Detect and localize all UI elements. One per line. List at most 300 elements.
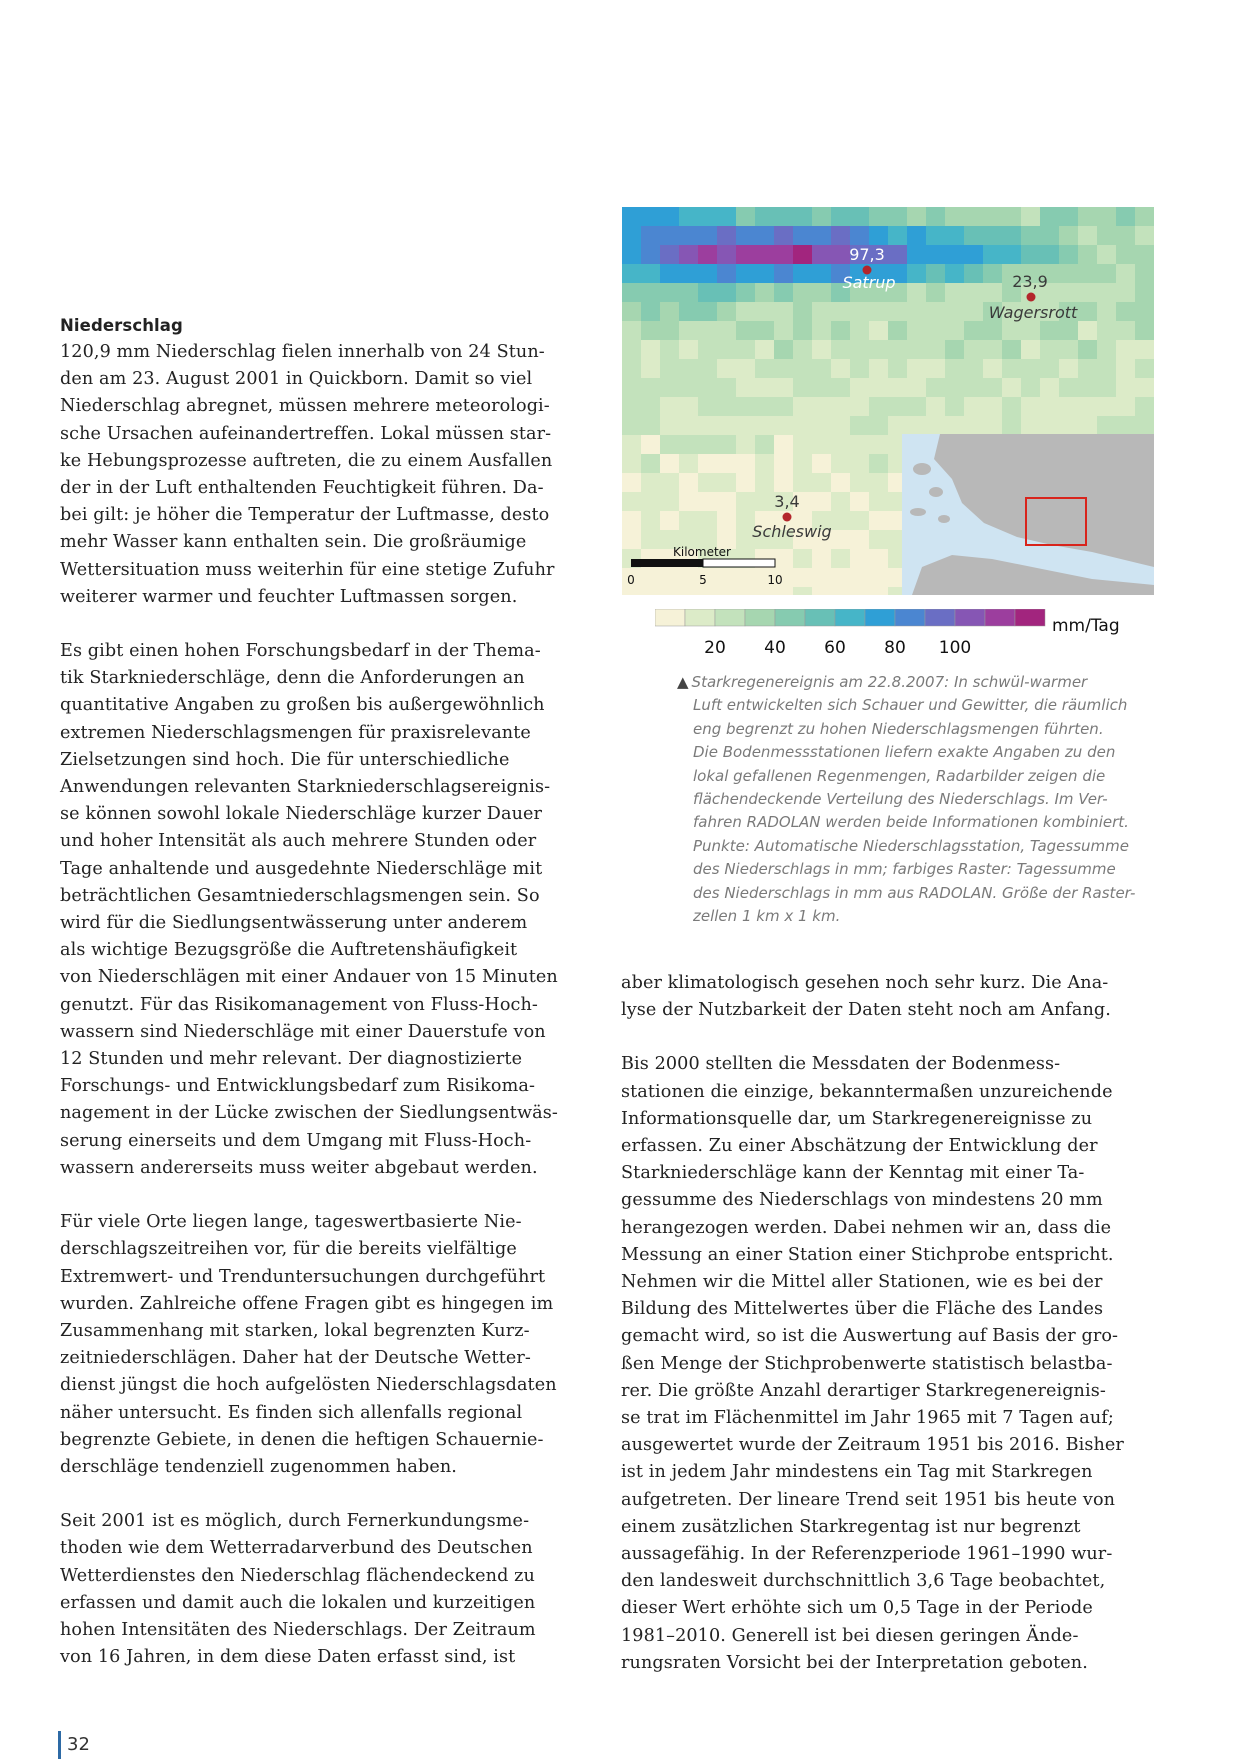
raster-cell [774, 302, 794, 322]
raster-cell [1097, 397, 1117, 417]
raster-cell [679, 245, 699, 265]
raster-cell [660, 454, 680, 474]
legend-swatch [985, 609, 1015, 626]
raster-cell [964, 226, 984, 246]
scale-segment-black [631, 559, 703, 567]
raster-cell [964, 321, 984, 341]
raster-cell [945, 378, 965, 398]
raster-cell [1116, 359, 1136, 379]
raster-cell [850, 416, 870, 436]
raster-cell [850, 587, 870, 595]
raster-cell [1040, 397, 1060, 417]
station-value: 3,4 [774, 492, 800, 511]
raster-cell [1040, 207, 1060, 227]
raster-cell [850, 397, 870, 417]
raster-cell [869, 587, 889, 595]
raster-cell [1078, 226, 1098, 246]
raster-cell [964, 207, 984, 227]
raster-cell [964, 245, 984, 265]
raster-cell [1040, 245, 1060, 265]
raster-cell [1059, 321, 1079, 341]
raster-cell [755, 473, 775, 493]
raster-cell [622, 378, 642, 398]
paragraph: aber klimatologisch gesehen noch sehr kurz. Die Ana- lyse der Nutzbarkeit der Daten steht noch am Anfang. [621, 973, 1111, 1021]
raster-cell [888, 302, 908, 322]
raster-cell [736, 397, 756, 417]
raster-cell [926, 340, 946, 360]
raster-cell [1021, 340, 1041, 360]
raster-cell [812, 397, 832, 417]
raster-cell [793, 397, 813, 417]
raster-cell [1116, 283, 1136, 303]
raster-cell [926, 226, 946, 246]
raster-cell [679, 283, 699, 303]
raster-cell [869, 492, 889, 512]
raster-cell [983, 378, 1003, 398]
raster-cell [736, 226, 756, 246]
raster-cell [888, 321, 908, 341]
color-legend [655, 609, 1155, 669]
raster-cell [850, 511, 870, 531]
raster-cell [679, 264, 699, 284]
raster-cell [755, 378, 775, 398]
raster-cell [831, 492, 851, 512]
raster-cell [641, 587, 661, 595]
raster-cell [622, 587, 642, 595]
raster-cell [755, 359, 775, 379]
raster-cell [679, 302, 699, 322]
raster-cell [641, 530, 661, 550]
raster-cell [641, 245, 661, 265]
raster-cell [983, 397, 1003, 417]
paragraph: 120,9 mm Niederschlag fielen innerhalb von 24 Stun- den am 23. August 2001 in Quickborn. Damit so viel Niederschlag abregnet, müssen mehrere meteorologi- sche Ursachen aufeinandertreffen. Lokal müssen star- ke Hebungsprozesse auftreten, die zu einem Ausfallen der in der Luft enthaltenden Feuchtigkeit führen. Da- bei gilt: je höher die Temperatur der Luftmasse, desto mehr Wasser kann enthalten sein. Die großräumige Wettersituation muss weiterhin für eine stetige Zufuhr weiterer warmer und feuchter Luftmassen sorgen. [60, 342, 555, 607]
raster-cell [983, 226, 1003, 246]
raster-cell [888, 340, 908, 360]
raster-cell [888, 397, 908, 417]
raster-cell [622, 359, 642, 379]
raster-cell [869, 473, 889, 493]
raster-cell [793, 245, 813, 265]
raster-cell [869, 207, 889, 227]
scale-tick: 0 [627, 573, 635, 587]
raster-cell [1135, 397, 1154, 417]
raster-cell [622, 340, 642, 360]
legend-swatch [715, 609, 745, 626]
raster-cell [1059, 359, 1079, 379]
legend-swatch [745, 609, 775, 626]
raster-cell [793, 264, 813, 284]
paragraph: Es gibt einen hohen Forschungsbedarf in der Thema- tik Starkniederschläge, denn die Anforderungen an quantitative Angaben zu großen bis außergewöhnlich extremen Niederschlagsmengen für praxisrelevante Zielsetzungen sind hoch. Die für unterschiedliche Anwendungen relevanten Starkniederschlagsereignis- se können sowohl lokale Niederschläge kurzer Dauer und hoher Intensität als auch mehrere Stunden oder Tage anhaltende und ausgedehnte Niederschläge mit beträchtlichen Gesamtniederschlagsmengen sein. So wird für die Siedlungsentwässerung unter anderem als wichtige Bezugsgröße die Auftretenshäufigkeit von Niederschlägen mit einer Andauer von 15 Minuten genutzt. Für das Risikomanagement von Fluss-Hoch- wassern sind Niederschläge mit einer Dauerstufe von 12 Stunden und mehr relevant. Der diagnostizierte Forschungs- und Entwicklungsbedarf zum Risikoma- nagement in der Lücke zwischen der Siedlungsentwäs- serung einerseits und dem Umgang mit Fluss-Hoch- wassern andererseits muss weiter abgebaut werden. [60, 641, 558, 1178]
raster-cell [1135, 245, 1154, 265]
raster-cell [641, 359, 661, 379]
raster-cell [622, 207, 642, 227]
raster-cell [926, 359, 946, 379]
raster-cell [698, 226, 718, 246]
raster-cell [660, 397, 680, 417]
raster-cell [793, 587, 813, 595]
raster-cell [698, 397, 718, 417]
raster-cell [850, 473, 870, 493]
raster-cell [1002, 245, 1022, 265]
raster-cell [831, 207, 851, 227]
raster-cell [1059, 264, 1079, 284]
raster-cell [888, 226, 908, 246]
raster-cell [869, 359, 889, 379]
raster-cell [660, 587, 680, 595]
raster-cell [812, 226, 832, 246]
raster-cell [831, 473, 851, 493]
raster-cell [926, 416, 946, 436]
raster-cell [1135, 416, 1154, 436]
raster-cell [907, 340, 927, 360]
raster-cell [869, 378, 889, 398]
inset-island [913, 463, 931, 475]
raster-cell [945, 397, 965, 417]
raster-cell [641, 207, 661, 227]
raster-cell [679, 492, 699, 512]
raster-cell [641, 226, 661, 246]
raster-cell [1002, 378, 1022, 398]
raster-cell [983, 245, 1003, 265]
legend-tick-label: 100 [938, 638, 972, 658]
station-name: Schleswig [752, 522, 832, 541]
raster-cell [812, 359, 832, 379]
raster-cell [1097, 226, 1117, 246]
raster-cell [869, 549, 889, 569]
figure-caption [677, 671, 1153, 928]
raster-cell [964, 359, 984, 379]
raster-cell [774, 435, 794, 455]
station-dot [783, 513, 792, 522]
raster-cell [774, 359, 794, 379]
station-value: 23,9 [1012, 272, 1048, 291]
raster-cell [945, 302, 965, 322]
raster-cell [641, 492, 661, 512]
paragraph: Seit 2001 ist es möglich, durch Fernerkundungsme- thoden wie dem Wetterradarverbund des Deutschen Wetterdienstes den Niederschlag flächendeckend zu erfassen und damit auch die lokalen und kurzeitigen hohen Intensitäten des Niederschlags. Der Zeitraum von 16 Jahren, in dem diese Daten erfasst sind, ist [60, 1511, 536, 1668]
raster-cell [1040, 226, 1060, 246]
raster-cell [1116, 302, 1136, 322]
raster-cell [622, 511, 642, 531]
raster-cell [679, 435, 699, 455]
raster-cell [850, 530, 870, 550]
raster-cell [641, 511, 661, 531]
raster-cell [774, 283, 794, 303]
raster-cell [698, 321, 718, 341]
raster-cell [831, 378, 851, 398]
raster-cell [907, 359, 927, 379]
raster-cell [1135, 264, 1154, 284]
raster-cell [736, 492, 756, 512]
inset-map [902, 434, 1154, 595]
raster-cell [793, 207, 813, 227]
raster-cell [1097, 264, 1117, 284]
raster-cell [660, 302, 680, 322]
legend-tick-label: 60 [824, 638, 846, 658]
raster-cell [717, 226, 737, 246]
raster-cell [926, 378, 946, 398]
raster-cell [888, 359, 908, 379]
raster-cell [755, 435, 775, 455]
map-canvas [622, 207, 1154, 595]
legend-swatch [805, 609, 835, 626]
raster-cell [812, 340, 832, 360]
raster-cell [793, 321, 813, 341]
raster-cell [907, 283, 927, 303]
raster-cell [1135, 207, 1154, 227]
raster-cell [679, 454, 699, 474]
scale-tick: 10 [767, 573, 783, 587]
caption-text: Starkregenereignis am 22.8.2007: In schwül-warmer Luft entwickelten sich Schauer und Gewitter, die räumlich eng begrenzt zu hohen Niederschlagsmengen führten. Die Bodenmessstationen liefern exakte Angaben zu den lokal gefallenen Regenmengen, Radarbilder zeigen die flächendeckende Verteilung des Niederschlags. Im Ver- fahren RADOLAN werden beide Informationen kombiniert. Punkte: Automatische Niederschlagsstation, Tagessumme des Niederschlags in mm; farbiges Raster: Tagessumme des Niederschlags in mm aus RADOLAN. Größe der Raster- zellen 1 km x 1 km. [691, 673, 1136, 926]
raster-cell [812, 587, 832, 595]
legend-tick-label: 80 [884, 638, 906, 658]
raster-cell [1002, 340, 1022, 360]
raster-cell [1021, 359, 1041, 379]
raster-cell [831, 587, 851, 595]
raster-cell [1021, 321, 1041, 341]
legend-ticks [704, 638, 971, 658]
raster-cell [1078, 302, 1098, 322]
raster-cell [698, 283, 718, 303]
scale-label: Kilometer [673, 545, 731, 559]
raster-cell [641, 321, 661, 341]
raster-cell [622, 473, 642, 493]
raster-cell [793, 568, 813, 588]
raster-cell [679, 511, 699, 531]
raster-cell [717, 568, 737, 588]
page-number: 32 [58, 1731, 90, 1759]
raster-cell [717, 302, 737, 322]
raster-cell [1078, 264, 1098, 284]
raster-cell [1078, 321, 1098, 341]
raster-cell [717, 435, 737, 455]
raster-cell [869, 511, 889, 531]
raster-cell [717, 340, 737, 360]
raster-cell [850, 340, 870, 360]
raster-cell [679, 207, 699, 227]
raster-cell [907, 207, 927, 227]
raster-cell [1002, 397, 1022, 417]
raster-cell [622, 454, 642, 474]
raster-cell [926, 283, 946, 303]
raster-cell [1097, 340, 1117, 360]
raster-cell [945, 321, 965, 341]
raster-cell [1021, 378, 1041, 398]
raster-cell [1002, 359, 1022, 379]
raster-cell [1021, 245, 1041, 265]
raster-cell [812, 492, 832, 512]
raster-cell [850, 226, 870, 246]
raster-cell [755, 492, 775, 512]
raster-cell [679, 340, 699, 360]
raster-cell [1021, 207, 1041, 227]
raster-cell [907, 416, 927, 436]
raster-cell [1116, 397, 1136, 417]
raster-cell [717, 378, 737, 398]
raster-cell [622, 321, 642, 341]
raster-cell [622, 264, 642, 284]
raster-cell [660, 416, 680, 436]
raster-cell [1002, 226, 1022, 246]
raster-cell [945, 264, 965, 284]
raster-cell [812, 435, 832, 455]
left-text-column [60, 312, 590, 1698]
raster-cell [717, 454, 737, 474]
raster-cell [1078, 245, 1098, 265]
raster-cell [1116, 340, 1136, 360]
raster-cell [831, 416, 851, 436]
raster-cell [698, 245, 718, 265]
raster-cell [793, 302, 813, 322]
raster-cell [907, 397, 927, 417]
raster-cell [774, 321, 794, 341]
raster-cell [1021, 416, 1041, 436]
raster-cell [774, 473, 794, 493]
raster-cell [717, 245, 737, 265]
raster-cell [888, 416, 908, 436]
raster-cell [755, 264, 775, 284]
legend-swatch [955, 609, 985, 626]
raster-cell [774, 587, 794, 595]
raster-cell [660, 226, 680, 246]
legend-swatch [685, 609, 715, 626]
raster-cell [793, 340, 813, 360]
raster-cell [983, 264, 1003, 284]
raster-cell [1135, 359, 1154, 379]
raster-cell [850, 568, 870, 588]
caption-triangle-icon: ▲ [677, 673, 689, 691]
raster-cell [1135, 302, 1154, 322]
raster-cell [945, 283, 965, 303]
raster-cell [698, 264, 718, 284]
raster-cell [831, 454, 851, 474]
raster-cell [717, 321, 737, 341]
raster-cell [736, 340, 756, 360]
raster-cell [698, 435, 718, 455]
raster-cell [1059, 378, 1079, 398]
raster-cell [964, 264, 984, 284]
raster-cell [1135, 321, 1154, 341]
raster-cell [755, 340, 775, 360]
legend-swatch [835, 609, 865, 626]
raster-cell [736, 321, 756, 341]
raster-cell [907, 302, 927, 322]
raster-cell [736, 378, 756, 398]
legend-canvas [655, 609, 1155, 669]
legend-swatch [895, 609, 925, 626]
raster-cell [850, 454, 870, 474]
raster-cell [641, 340, 661, 360]
raster-cell [869, 340, 889, 360]
raster-cell [1059, 397, 1079, 417]
station-name: Satrup [842, 273, 896, 292]
raster-cell [755, 321, 775, 341]
raster-cell [1040, 359, 1060, 379]
raster-cell [679, 587, 699, 595]
raster-cell [1097, 359, 1117, 379]
raster-cell [907, 245, 927, 265]
paragraph: Bis 2000 stellten die Messdaten der Bodenmess- stationen die einzige, bekanntermaßen unzureichende Informationsquelle dar, um Starkregenereignisse zu erfassen. Zu einer Abschätzung der Entwicklung der Starkniederschläge kann der Kenntag mit einer Ta- gessumme des Niederschlags von mindestens 20 mm herangezogen werden. Dabei nehmen wir an, dass die Messung an einer Station einer Stichprobe entspricht. Nehmen wir die Mittel aller Stationen, wie es bei der Bildung des Mittelwertes über die Fläche des Landes gemacht wird, so ist die Auswertung auf Basis der gro- ßen Menge der Stichprobenwerte statistisch belastba- rer. Die größte Anzahl derartiger Starkregenereignis- se trat im Flächenmittel im Jahr 1965 mit 7 Tagen auf; ausgewertet wurde der Zeitraum 1951 bis 2016. Bisher ist in jedem Jahr mindestens ein Tag mit Starkregen aufgetreten. Der lineare Trend seit 1951 bis heute von einem zusätzlichen Starkregentag ist nur begrenzt aussagefähig. In der Referenzperiode 1961–1990 wur- den landesweit durchschnittlich 3,6 Tage beobachtet, dieser Wert erhöhte sich um 0,5 Tage in der Periode 1981–2010. Generell ist bei diesen geringen Ände- rungsraten Vorsicht bei der Interpretation geboten. [621, 1054, 1124, 1673]
raster-cell [755, 226, 775, 246]
raster-cell [774, 226, 794, 246]
raster-cell [831, 511, 851, 531]
right-text-column [621, 970, 1151, 1704]
raster-cell [622, 492, 642, 512]
raster-cell [1097, 302, 1117, 322]
raster-cell [660, 568, 680, 588]
raster-cell [679, 397, 699, 417]
raster-cell [983, 283, 1003, 303]
legend-swatch [775, 609, 805, 626]
raster-cell [1059, 245, 1079, 265]
raster-cell [1078, 378, 1098, 398]
raster-cell [850, 492, 870, 512]
raster-cell [641, 264, 661, 284]
raster-cell [679, 473, 699, 493]
raster-cell [964, 397, 984, 417]
raster-cell [926, 264, 946, 284]
raster-cell [926, 302, 946, 322]
raster-cell [755, 587, 775, 595]
legend-swatch [1015, 609, 1045, 626]
raster-cell [1116, 321, 1136, 341]
raster-cell [812, 283, 832, 303]
legend-swatch [925, 609, 955, 626]
raster-cell [622, 245, 642, 265]
raster-cell [622, 435, 642, 455]
raster-cell [850, 378, 870, 398]
raster-cell [660, 511, 680, 531]
raster-cell [660, 321, 680, 341]
raster-cell [831, 397, 851, 417]
raster-cell [736, 283, 756, 303]
raster-cell [622, 397, 642, 417]
raster-cell [660, 207, 680, 227]
raster-cell [793, 549, 813, 569]
raster-cell [850, 435, 870, 455]
raster-cell [1116, 207, 1136, 227]
raster-cell [945, 245, 965, 265]
raster-cell [660, 245, 680, 265]
raster-cell [1078, 340, 1098, 360]
raster-cell [888, 207, 908, 227]
raster-cell [698, 587, 718, 595]
raster-cell [679, 359, 699, 379]
inset-island [929, 487, 943, 497]
raster-cell [831, 530, 851, 550]
raster-cell [755, 454, 775, 474]
raster-cell [812, 207, 832, 227]
raster-cell [812, 378, 832, 398]
raster-cell [831, 302, 851, 322]
raster-cell [1116, 416, 1136, 436]
raster-cell [698, 416, 718, 436]
raster-cell [679, 378, 699, 398]
raster-cell [964, 283, 984, 303]
raster-cell [793, 454, 813, 474]
raster-cell [641, 397, 661, 417]
legend-swatches [655, 609, 1045, 626]
raster-cell [774, 207, 794, 227]
raster-cell [926, 321, 946, 341]
raster-cell [945, 207, 965, 227]
raster-cell [1040, 321, 1060, 341]
raster-cell [869, 568, 889, 588]
raster-cell [660, 435, 680, 455]
raster-cell [831, 321, 851, 341]
raster-cell [698, 359, 718, 379]
raster-cell [1097, 378, 1117, 398]
raster-cell [641, 283, 661, 303]
